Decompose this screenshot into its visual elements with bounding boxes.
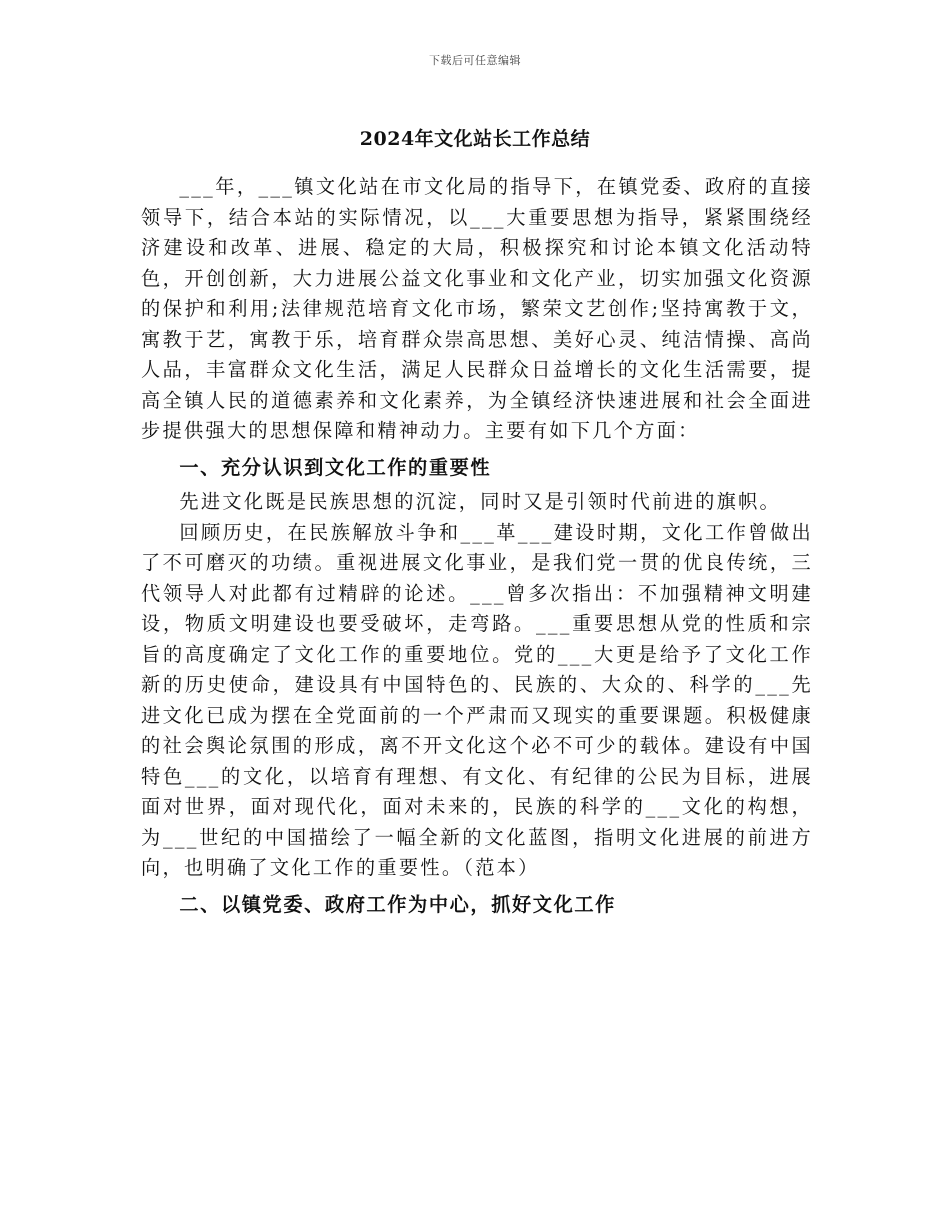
- section1-paragraph-1: 先进文化既是民族思想的沉淀，同时又是引领时代前进的旗帜。: [179, 490, 782, 513]
- section-heading-1: 一、充分认识到文化工作的重要性: [179, 455, 492, 479]
- page-header-note: 下载后可任意编辑: [429, 54, 521, 67]
- intro-paragraph: ___年，___镇文化站在市文化局的指导下，在镇党委、政府的直接领导下，结合本站的实际情况，以___大重要思想为指导，紧紧围绕经济建设和改革、进展、稳定的大局，积极探究和讨论本镇文化活动特色，开创创新，大力进展公益文化事业和文化产业，切实加强文化资源的保护和利用;法律规范培育文化市场，繁荣文艺创作;坚持寓教于文，寓教于艺，寓教于乐，培育群众崇高思想、美好心灵、纯洁情操、高尚人品，丰富群众文化生活，满足人民群众日益增长的文化生活需要，提高全镇人民的道德素养和文化素养，为全镇经济快速进展和社会全面进步提供强大的思想保障和精神动力。主要有如下几个方面：: [141, 175, 813, 442]
- section1-paragraph-2: 回顾历史，在民族解放斗争和___革___建设时期，文化工作曾做出了不可磨灭的功绩。重视进展文化事业，是我们党一贯的优良传统，三代领导人对此都有过精辟的论述。___曾多次指出：不加强精神文明建设，物质文明建设也要受破坏，走弯路。___重要思想从党的性质和宗旨的高度确定了文化工作的重要地位。党的___大更是给予了文化工作新的历史使命，建设具有中国特色的、民族的、大众的、科学的___先进文化已成为摆在全党面前的一个严肃而又现实的重要课题。积极健康的社会舆论氛围的形成，离不开文化这个必不可少的载体。建设有中国特色___的文化，以培育有理想、有文化、有纪律的公民为目标，进展面对世界，面对现代化，面对未来的，民族的科学的___文化的构想，为___世纪的中国描绘了一幅全新的文化蓝图，指明文化进展的前进方向，也明确了文化工作的重要性。（范本）: [141, 520, 813, 879]
- document-title: 2024年文化站长工作总结: [359, 128, 591, 150]
- section-heading-2: 二、以镇党委、政府工作为中心，抓好文化工作: [179, 892, 616, 916]
- document-body: [141, 172, 813, 924]
